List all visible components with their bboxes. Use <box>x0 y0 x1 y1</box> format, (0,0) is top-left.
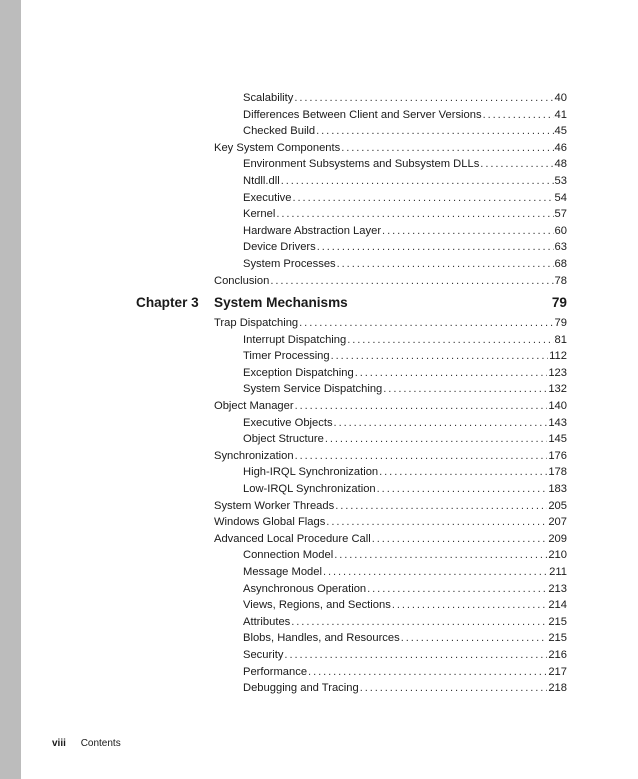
dot-leader <box>360 680 548 696</box>
toc-entry <box>243 332 567 348</box>
chapter-heading <box>136 293 567 313</box>
toc-entry <box>214 398 567 414</box>
page-folio: viii <box>52 738 66 749</box>
toc-entry-title: Windows Global Flags <box>214 516 326 529</box>
toc-entry-page: 210 <box>548 549 567 562</box>
toc-entry-title: System Service Dispatching <box>243 383 383 396</box>
toc-entry <box>214 531 567 547</box>
toc-entry-title: Connection Model <box>243 549 334 562</box>
toc-entry-page: 211 <box>549 566 567 578</box>
toc-entry <box>243 647 567 663</box>
toc-entry-page: 215 <box>548 632 567 645</box>
dot-leader <box>276 206 553 222</box>
toc-entry-title: Synchronization <box>214 449 294 462</box>
dot-leader <box>383 381 547 397</box>
toc-entry-page: 123 <box>548 366 567 379</box>
toc-entry <box>243 156 567 172</box>
toc-entry <box>243 464 567 480</box>
toc-entry-page: 53 <box>554 175 567 187</box>
toc-entry-title: Executive <box>243 191 292 204</box>
toc-entry <box>243 431 567 447</box>
toc-entry-title: Exception Dispatching <box>243 366 354 379</box>
toc-entry-title: Differences Between Client and Server Versions <box>243 108 482 121</box>
dot-leader <box>331 348 549 364</box>
dot-leader <box>281 173 554 189</box>
toc-entry <box>214 498 567 514</box>
running-head: Contents <box>80 738 121 749</box>
toc-entry-page: 209 <box>548 532 567 545</box>
dot-leader <box>294 90 553 106</box>
toc-entry <box>243 206 567 222</box>
dot-leader <box>284 647 547 663</box>
dot-leader <box>299 315 553 331</box>
toc-entry-title: Trap Dispatching <box>214 317 299 329</box>
toc-entry-page: 176 <box>548 449 567 462</box>
toc-entry <box>243 256 567 272</box>
toc-entry <box>243 481 567 497</box>
toc-entry-title: System Worker Threads <box>214 499 335 512</box>
dot-leader <box>334 415 548 431</box>
toc-entry <box>214 448 567 464</box>
toc-entry-page: 60 <box>554 224 567 237</box>
toc-entry-page: 54 <box>554 191 567 204</box>
toc-entry-page: 140 <box>548 400 567 412</box>
dot-leader <box>347 332 553 348</box>
toc-entry <box>243 564 567 580</box>
toc-entry-page: 40 <box>554 92 567 104</box>
toc-entry-page: 217 <box>548 665 567 678</box>
toc-entry-title: Interrupt Dispatching <box>243 333 347 346</box>
dot-leader <box>382 223 554 239</box>
toc-entry-title: Performance <box>243 665 308 678</box>
toc-entry <box>243 190 567 206</box>
toc-entry-page: 216 <box>548 649 567 661</box>
toc-entry <box>243 597 567 613</box>
chapter-label: Chapter 3 <box>136 295 199 310</box>
toc-entry <box>214 140 567 156</box>
toc-entry-title: Debugging and Tracing <box>243 682 359 695</box>
dot-leader <box>325 431 547 447</box>
dot-leader <box>337 256 554 272</box>
toc-entry-title: Kernel <box>243 208 276 221</box>
toc-entry-title: Timer Processing <box>243 350 330 363</box>
toc-entry <box>243 90 567 106</box>
toc-entry-title: System Processes <box>243 258 336 270</box>
dot-leader <box>392 597 548 613</box>
toc-entry <box>214 273 567 289</box>
toc-entry-page: 213 <box>548 582 567 595</box>
toc-entry <box>243 581 567 597</box>
toc-entry <box>243 664 567 680</box>
toc-entry-page: 132 <box>548 383 567 396</box>
toc-entry <box>243 680 567 696</box>
toc-entry-title: Blobs, Handles, and Resources <box>243 632 400 645</box>
toc-entry-page: 143 <box>548 416 567 429</box>
toc-entry-title: Environment Subsystems and Subsystem DLLs <box>243 158 480 171</box>
toc-entry <box>243 614 567 630</box>
toc-entry-page: 48 <box>554 158 567 171</box>
toc-entry-page: 218 <box>548 682 567 695</box>
toc-entry-title: Advanced Local Procedure Call <box>214 532 371 545</box>
dot-leader <box>483 107 554 123</box>
toc-entry-page: 79 <box>554 317 567 329</box>
toc-entry-page: 178 <box>548 466 567 479</box>
toc-entry <box>243 123 567 139</box>
dot-leader <box>334 547 547 563</box>
toc-entry-title: High-IRQL Synchronization <box>243 466 379 479</box>
toc-entry-page: 63 <box>554 241 567 254</box>
toc-entry <box>243 381 567 397</box>
dot-leader <box>316 123 553 139</box>
toc-entry <box>243 415 567 431</box>
toc-entry <box>243 547 567 563</box>
toc-entry-page: 45 <box>554 125 567 138</box>
toc-entry-page: 68 <box>554 258 567 270</box>
dot-leader <box>295 448 548 464</box>
dot-leader <box>323 564 548 580</box>
toc-entry-page: 57 <box>554 208 567 221</box>
toc-entry-title: Executive Objects <box>243 416 333 429</box>
toc-entry-title: Attributes <box>243 615 291 628</box>
toc-entry-page: 78 <box>554 274 567 287</box>
dot-leader <box>367 581 547 597</box>
toc-entry-title: Scalability <box>243 92 294 104</box>
toc-entry-title: Security <box>243 649 284 661</box>
toc-entry-page: 183 <box>548 483 567 495</box>
toc-entry-page: 112 <box>549 350 567 363</box>
dot-leader <box>379 464 547 480</box>
toc-entry <box>243 365 567 381</box>
dot-leader <box>335 498 547 514</box>
toc-entry-page: 214 <box>548 599 567 612</box>
dot-leader <box>317 239 554 255</box>
toc-entry-title: Device Drivers <box>243 241 316 254</box>
dot-leader <box>295 398 548 414</box>
toc-entry <box>243 239 567 255</box>
toc-entry-title: Ntdll.dll <box>243 175 280 187</box>
toc-entry-title: Object Manager <box>214 400 294 412</box>
dot-leader <box>291 614 547 630</box>
dot-leader <box>308 664 547 680</box>
toc-entry <box>243 107 567 123</box>
toc-entry-page: 205 <box>548 499 567 512</box>
toc-entry <box>243 348 567 364</box>
dot-leader <box>377 481 548 497</box>
dot-leader <box>401 630 548 646</box>
toc-entry <box>243 173 567 189</box>
toc-entry <box>243 630 567 646</box>
toc-entry-title: Object Structure <box>243 433 324 446</box>
toc-entry-title: Key System Components <box>214 141 341 154</box>
dot-leader <box>355 365 548 381</box>
toc-entry-page: 81 <box>554 333 567 346</box>
toc-entry-title: Views, Regions, and Sections <box>243 599 391 612</box>
dot-leader <box>270 273 553 289</box>
dot-leader <box>341 140 553 156</box>
page-footer <box>52 736 121 752</box>
dot-leader <box>372 531 548 547</box>
chapter-title: System Mechanisms <box>214 295 348 310</box>
toc-entry-title: Conclusion <box>214 274 270 287</box>
toc-entry-page: 207 <box>548 516 567 529</box>
toc-entry-title: Message Model <box>243 566 322 578</box>
toc-entry-page: 145 <box>548 433 567 446</box>
toc-entry <box>243 223 567 239</box>
dot-leader <box>293 190 554 206</box>
toc-entry-page: 46 <box>554 141 567 154</box>
chapter-page-number: 79 <box>551 295 567 310</box>
toc-entry-page: 41 <box>554 108 567 121</box>
toc-entry-title: Low-IRQL Synchronization <box>243 483 376 495</box>
toc-entry <box>214 514 567 530</box>
dot-leader <box>480 156 553 172</box>
dot-leader <box>326 514 547 530</box>
toc-entry <box>214 315 567 331</box>
toc-entry-title: Checked Build <box>243 125 316 138</box>
toc-entry-title: Asynchronous Operation <box>243 582 367 595</box>
toc-entry-title: Hardware Abstraction Layer <box>243 224 382 237</box>
toc-entry-page: 215 <box>548 615 567 628</box>
